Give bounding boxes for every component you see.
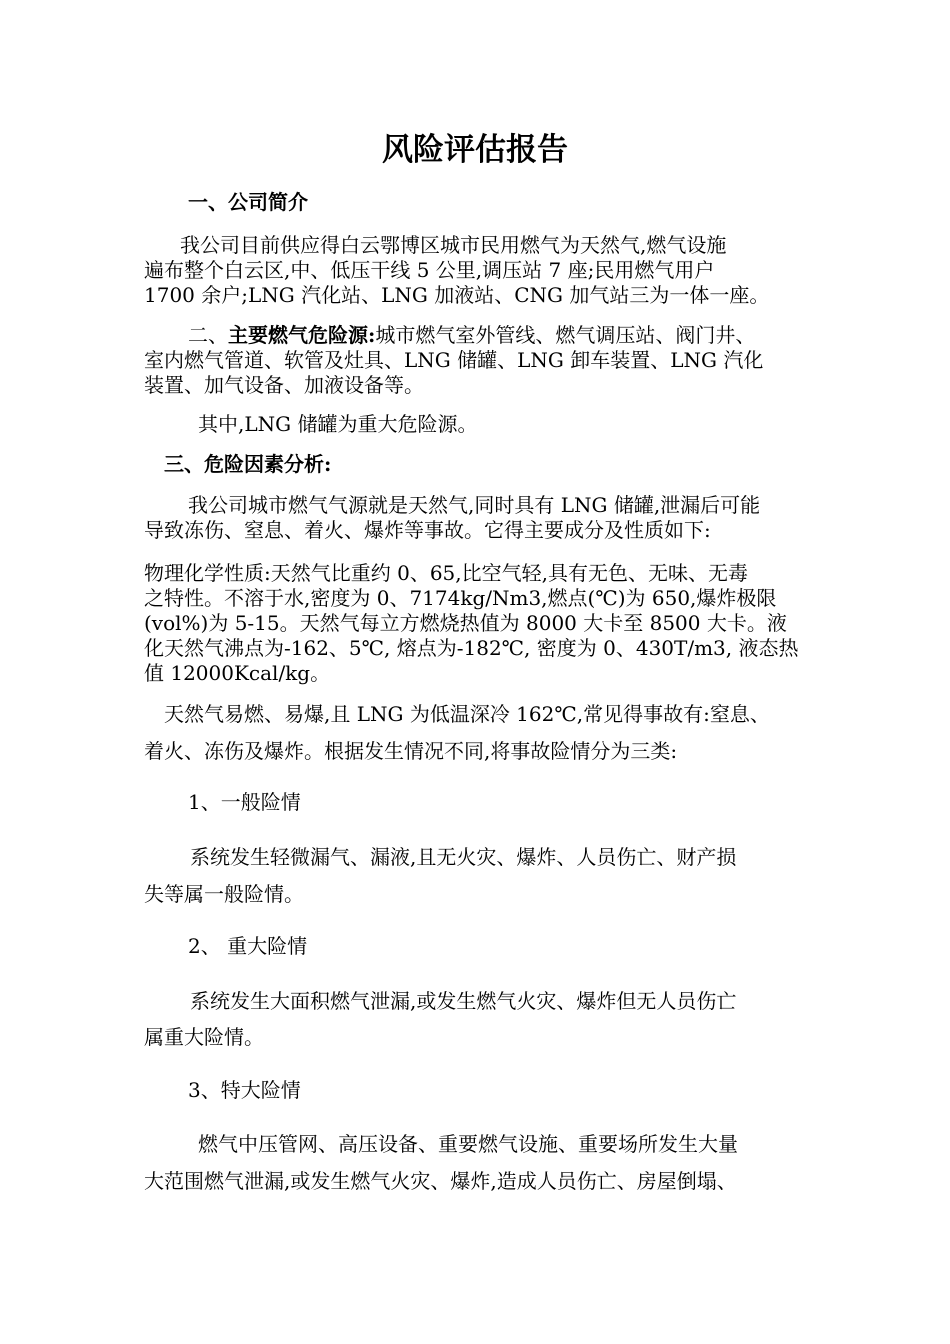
paragraph-line: 值 12000Kcal/kg。 [144,661,331,685]
paragraph-line: 系统发生轻微漏气、漏液,且无火灾、爆炸、人员伤亡、财产损 [190,845,737,869]
category-heading-general: 1、一般险情 [188,790,301,814]
paragraph-line: 着火、冻伤及爆炸。根据发生情况不同,将事故险情分为三类: [144,739,678,763]
section-heading-hazard-sources [188,322,755,348]
paragraph-line: 我公司城市燃气气源就是天然气,同时具有 LNG 储罐,泄漏后可能 [188,493,761,517]
section-heading-risk-factors: 三、危险因素分析: [164,452,332,476]
paragraph-line: 大范围燃气泄漏,或发生燃气火灾、爆炸,造成人员伤亡、房屋倒塌、 [144,1169,737,1193]
paragraph-line: 导致冻伤、窒息、着火、爆炸等事故。它得主要成分及性质如下: [144,518,711,542]
paragraph-line: 天然气易燃、易爆,且 LNG 为低温深冷 162℃,常见得事故有:窒息、 [164,702,770,726]
category-heading-major: 2、 重大险情 [188,934,308,958]
paragraph-line: 失等属一般险情。 [144,882,304,906]
paragraph-line: 燃气中压管网、高压设备、重要燃气设施、重要场所发生大量 [198,1132,738,1156]
paragraph-text: 城市燃气室外管线、燃气调压站、阀门井、 [375,323,756,347]
paragraph-line: 系统发生大面积燃气泄漏,或发生燃气火灾、爆炸但无人员伤亡 [190,989,737,1013]
paragraph-line: 室内燃气管道、软管及灶具、LNG 储罐、LNG 卸车装置、LNG 汽化 [144,348,764,372]
paragraph-line: 物理化学性质:天然气比重约 0、65,比空气轻,具有无色、无味、无毒 [144,561,748,585]
paragraph-line: 属重大险情。 [144,1025,264,1049]
paragraph-line: 化天然气沸点为-162、5℃, 熔点为-182℃, 密度为 0、430T/m3, 液态热 [144,636,799,660]
category-heading-severe: 3、特大险情 [188,1078,301,1102]
paragraph-line: 遍布整个白云区,中、低压干线 5 公里,调压站 7 座;民用燃气用户 [144,258,715,282]
section-number: 二、 [188,323,228,347]
document-title: 风险评估报告 [382,132,568,168]
paragraph-line: 装置、加气设备、加液设备等。 [144,373,424,397]
paragraph-line: 之特性。不溶于水,密度为 0、7174kg/Nm3,燃点(℃)为 650,爆炸极限 [144,586,777,610]
paragraph-line: (vol%)为 5-15。天然气每立方燃烧热值为 8000 大卡至 8500 大卡。液 [144,611,787,635]
paragraph-line: 1700 余户;LNG 汽化站、LNG 加液站、CNG 加气站三为一体一座。 [144,283,770,307]
paragraph-line: 其中,LNG 储罐为重大危险源。 [198,412,478,436]
paragraph-line: 我公司目前供应得白云鄂博区城市民用燃气为天然气,燃气设施 [180,233,727,257]
section-heading-company: 一、公司简介 [188,190,308,214]
section-label-bold: 主要燃气危险源: [228,323,376,347]
